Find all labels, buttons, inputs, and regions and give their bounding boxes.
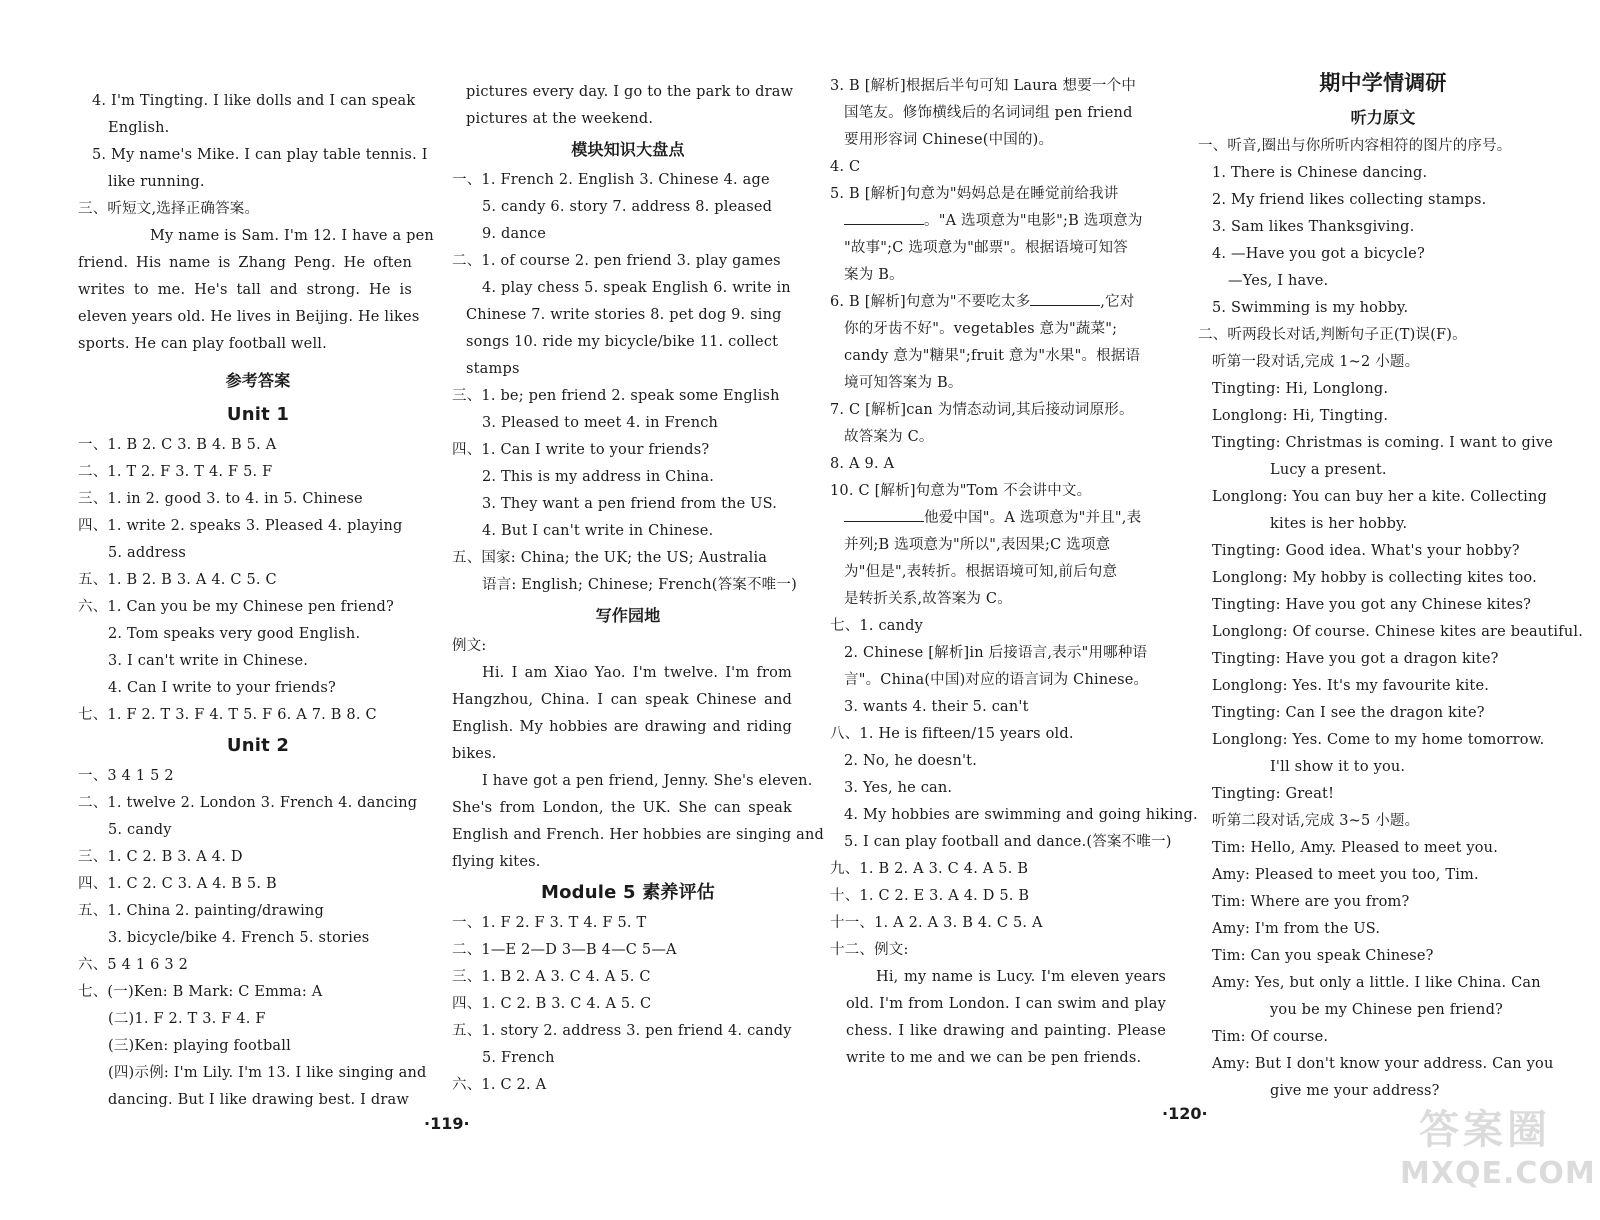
- answer-line: 一、1. B 2. C 3. B 4. B 5. A: [78, 437, 277, 453]
- text-line: 4. I'm Tingting. I like dolls and I can speak: [92, 93, 416, 109]
- answer-line: 三、1. B 2. A 3. C 4. A 5. C: [452, 969, 651, 985]
- column-1: [78, 88, 438, 1114]
- analysis-line: [830, 289, 1180, 316]
- dialog-line: Longlong: Yes. It's my favourite kite.: [1212, 678, 1490, 694]
- dialog-intro: 听第二段对话,完成 3~5 小题。: [1212, 813, 1420, 829]
- dialog-line: Tingting: Great!: [1212, 786, 1335, 802]
- answer-line: 七、1. candy: [830, 618, 924, 634]
- analysis-line: 并列;B 选项意为"所以",表因果;C 选项意: [844, 537, 1111, 553]
- answer-line: 二、1. twelve 2. London 3. French 4. dancing: [78, 795, 418, 811]
- dialog-line: Tingting: Good idea. What's your hobby?: [1212, 543, 1520, 559]
- dialog-line: Tingting: Have you got any Chinese kites?: [1212, 597, 1532, 613]
- watermark-cn: 答案圈: [1419, 1107, 1551, 1153]
- essay-line: chess. I like drawing and painting. Please: [846, 1023, 1166, 1039]
- analysis-line: 10. C [解析]句意为"Tom 不会讲中文。: [830, 483, 1092, 499]
- dialog-line: Tingting: Christmas is coming. I want to give: [1212, 435, 1554, 451]
- dialog-line: Longlong: Yes. Come to my home tomorrow.: [1212, 732, 1545, 748]
- passage: [78, 223, 434, 358]
- script-line: 5. Swimming is my hobby.: [1212, 300, 1409, 316]
- answer-line: 4. My hobbies are swimming and going hiking.: [844, 807, 1198, 823]
- dialog-1: [1198, 376, 1584, 808]
- dialog-line: Tingting: Have you got a dragon kite?: [1212, 651, 1499, 667]
- answer-line: 二、1—E 2—D 3—B 4—C 5—A: [452, 942, 677, 958]
- analysis-line: "故事";C 选项意为"邮票"。根据语境可知答: [844, 240, 1128, 256]
- analysis-line: 国笔友。修饰横线后的名词词组 pen friend: [844, 105, 1133, 121]
- column-4: [1198, 63, 1584, 1105]
- essay-line: Hi, my name is Lucy. I'm eleven years: [876, 969, 1166, 985]
- page-number-left: ·119·: [424, 1114, 470, 1133]
- analysis-line: candy 意为"糖果";fruit 意为"水果"。根据语: [844, 348, 1141, 364]
- answer-line: 语言: English; Chinese; French(答案不唯一): [482, 577, 797, 593]
- answer-line: 二、1. of course 2. pen friend 3. play games: [452, 253, 781, 269]
- answer-line: 一、3 4 1 5 2: [78, 768, 174, 784]
- text-line: 5. My name's Mike. I can play table tennis. I: [92, 147, 428, 163]
- essay-line: write to me and we can be pen friends.: [846, 1050, 1142, 1066]
- script-line: 4. —Have you got a bicycle?: [1212, 246, 1425, 262]
- analysis-line: 你的牙齿不好"。vegetables 意为"蔬菜";: [844, 321, 1118, 337]
- answer-line: 5. candy 6. story 7. address 8. pleased: [482, 199, 773, 215]
- answer-line: 9. dance: [482, 226, 547, 242]
- answer-line: 5. candy: [108, 822, 172, 838]
- dialog-2: [1198, 835, 1568, 1105]
- answer-line: 3. Yes, he can.: [844, 780, 953, 796]
- column-3: [830, 73, 1198, 1072]
- analysis-line: 8. A 9. A: [830, 456, 895, 472]
- answer-line: 2. Chinese [解析]in 后接语言,表示"用哪种语: [844, 645, 1148, 661]
- analysis-line: 要用形容词 Chinese(中国的)。: [844, 132, 1054, 148]
- dialog-line: Amy: Yes, but only a little. I like China. Can: [1212, 975, 1541, 991]
- watermark-en: MXQE.COM: [1400, 1156, 1596, 1191]
- answer-line: 3. bicycle/bike 4. French 5. stories: [108, 930, 370, 946]
- script-line: —Yes, I have.: [1228, 273, 1329, 289]
- example-label: 例文:: [452, 638, 487, 654]
- dialog-line: Tim: Of course.: [1212, 1029, 1329, 1045]
- passage-line: My name is Sam. I'm 12. I have a pen: [150, 228, 434, 244]
- answer-line: 5. address: [108, 545, 187, 561]
- answer-line: 2. This is my address in China.: [482, 469, 715, 485]
- answer-line: 四、1. C 2. C 3. A 4. B 5. B: [78, 876, 277, 892]
- answer-line: 五、国家: China; the UK; the US; Australia: [452, 550, 768, 566]
- answer-line: 十、1. C 2. E 3. A 4. D 5. B: [830, 888, 1030, 904]
- page-title: 期中学情调研: [1319, 71, 1447, 95]
- essay-line: English and French. Her hobbies are singing and: [452, 827, 824, 843]
- answer-line: 五、1. story 2. address 3. pen friend 4. candy: [452, 1023, 792, 1039]
- answer-line: 2. No, he doesn't.: [844, 753, 978, 769]
- answer-line: (三)Ken: playing football: [108, 1038, 291, 1054]
- answer-line: dancing. But I like drawing best. I draw: [108, 1092, 409, 1108]
- module5-heading: Module 5 素养评估: [540, 882, 715, 903]
- fill-blank: [1030, 291, 1100, 306]
- dialog-line: Longlong: Hi, Tingting.: [1212, 408, 1389, 424]
- analysis-line: [830, 505, 1180, 532]
- dialog-line: Amy: Pleased to meet you too, Tim.: [1212, 867, 1479, 883]
- essay-line: flying kites.: [452, 854, 541, 870]
- answer-line: 一、1. F 2. F 3. T 4. F 5. T: [452, 915, 647, 931]
- answer-line: 八、1. He is fifteen/15 years old.: [830, 726, 1074, 742]
- analysis-line: 案为 B。: [844, 267, 904, 283]
- text-line: pictures at the weekend.: [466, 111, 654, 127]
- answer-line: 三、1. be; pen friend 2. speak some English: [452, 388, 780, 404]
- essay: [452, 660, 824, 876]
- essay-line: bikes.: [452, 746, 497, 762]
- dialog-line: kites is her hobby.: [1270, 516, 1408, 532]
- section-title: 二、听两段长对话,判断句子正(T)误(F)。: [1198, 327, 1467, 343]
- answer-line: 5. French: [482, 1050, 555, 1066]
- answer-line: 十二、例文:: [830, 942, 909, 958]
- analysis-text: 6. B [解析]句意为"不要吃太多: [830, 294, 1031, 310]
- dialog-line: Tingting: Can I see the dragon kite?: [1212, 705, 1485, 721]
- passage-line: eleven years old. He lives in Beijing. He likes: [78, 309, 420, 325]
- dialog-line: you be my Chinese pen friend?: [1270, 1002, 1504, 1018]
- dialog-line: Lucy a present.: [1270, 462, 1387, 478]
- essay: [830, 964, 1166, 1072]
- answer-line: 七、(一)Ken: B Mark: C Emma: A: [78, 984, 323, 1000]
- answer-line: (四)示例: I'm Lily. I'm 13. I like singing and: [108, 1065, 427, 1081]
- script-line: 3. Sam likes Thanksgiving.: [1212, 219, 1415, 235]
- dialog-line: Longlong: You can buy her a kite. Collecting: [1212, 489, 1548, 505]
- text-line: pictures every day. I go to the park to draw: [466, 84, 794, 100]
- answer-line: 五、1. China 2. painting/drawing: [78, 903, 324, 919]
- answer-line: Chinese 7. write stories 8. pet dog 9. sing: [466, 307, 782, 323]
- analysis-text: 他爱中国"。A 选项意为"并且",表: [924, 510, 1142, 526]
- answer-line: 4. But I can't write in Chinese.: [482, 523, 714, 539]
- analysis-line: 为"但是",表转折。根据语境可知,前后句意: [844, 564, 1118, 580]
- passage-line: friend. His name is Zhang Peng. He often: [78, 255, 412, 271]
- answer-line: 3. Pleased to meet 4. in French: [482, 415, 719, 431]
- answer-line: songs 10. ride my bicycle/bike 11. collect: [466, 334, 779, 350]
- essay-line: She's from London, the UK. She can speak: [452, 800, 792, 816]
- script-line: 1. There is Chinese dancing.: [1212, 165, 1428, 181]
- dialog-intro: 听第一段对话,完成 1~2 小题。: [1212, 354, 1420, 370]
- answer-line: 六、1. Can you be my Chinese pen friend?: [78, 599, 394, 615]
- analysis-line: 故答案为 C。: [844, 429, 934, 445]
- answer-line: 六、1. C 2. A: [452, 1077, 547, 1093]
- essay-line: Hi. I am Xiao Yao. I'm twelve. I'm from: [482, 665, 792, 681]
- dialog-line: I'll show it to you.: [1270, 759, 1406, 775]
- analysis-line: [830, 208, 1180, 235]
- answer-line: 三、1. C 2. B 3. A 4. D: [78, 849, 243, 865]
- essay-line: English. My hobbies are drawing and riding: [452, 719, 792, 735]
- text-line: English.: [108, 120, 170, 136]
- watermark-logo: [1400, 1104, 1596, 1204]
- dialog-line: Tim: Where are you from?: [1212, 894, 1410, 910]
- answer-line: 三、1. in 2. good 3. to 4. in 5. Chinese: [78, 491, 363, 507]
- answer-line: 3. wants 4. their 5. can't: [844, 699, 1029, 715]
- dialog-line: Tim: Can you speak Chinese?: [1212, 948, 1434, 964]
- analysis-line: 境可知答案为 B。: [844, 375, 963, 391]
- fill-blank: [844, 507, 924, 522]
- dialog-line: Longlong: My hobby is collecting kites too.: [1212, 570, 1537, 586]
- answers-heading: 参考答案: [225, 371, 291, 390]
- answer-line: 九、1. B 2. A 3. C 4. A 5. B: [830, 861, 1029, 877]
- essay-line: I have got a pen friend, Jenny. She's eleven.: [482, 773, 813, 789]
- section-title: 三、听短文,选择正确答案。: [78, 201, 260, 217]
- answer-line: 四、1. write 2. speaks 3. Pleased 4. playing: [78, 518, 403, 534]
- unit1-heading: Unit 1: [226, 404, 290, 425]
- passage-line: sports. He can play football well.: [78, 336, 327, 352]
- dialog-line: Amy: I'm from the US.: [1212, 921, 1381, 937]
- analysis-text: 。"A 选项意为"电影";B 选项意为: [924, 213, 1143, 229]
- analysis-text: ,它对: [1100, 294, 1135, 310]
- answer-line: 2. Tom speaks very good English.: [108, 626, 361, 642]
- analysis-line: 是转折关系,故答案为 C。: [844, 591, 1012, 607]
- dialog-line: Amy: But I don't know your address. Can you: [1212, 1056, 1554, 1072]
- answer-line: stamps: [466, 361, 520, 377]
- fill-blank: [844, 210, 924, 225]
- subtitle: 听力原文: [1350, 108, 1416, 127]
- dialog-line: Tingting: Hi, Longlong.: [1212, 381, 1389, 397]
- review-heading: 模块知识大盘点: [571, 140, 685, 159]
- analysis-line: 4. C: [830, 159, 861, 175]
- section-title: 一、听音,圈出与你所听内容相符的图片的序号。: [1198, 138, 1512, 154]
- analysis-line: 3. B [解析]根据后半句可知 Laura 想要一个中: [830, 78, 1137, 94]
- page-number-right: ·120·: [1162, 1104, 1208, 1123]
- answer-line: 五、1. B 2. B 3. A 4. C 5. C: [78, 572, 277, 588]
- answer-line: 十一、1. A 2. A 3. B 4. C 5. A: [830, 915, 1043, 931]
- answer-line: 四、1. C 2. B 3. C 4. A 5. C: [452, 996, 652, 1012]
- writing-heading: 写作园地: [595, 606, 661, 625]
- answer-line: 3. They want a pen friend from the US.: [482, 496, 778, 512]
- answer-line: 3. I can't write in Chinese.: [108, 653, 309, 669]
- dialog-line: Longlong: Of course. Chinese kites are beautiful.: [1212, 624, 1584, 640]
- answer-line: 一、1. French 2. English 3. Chinese 4. age: [452, 172, 770, 188]
- answer-line: (二)1. F 2. T 3. F 4. F: [108, 1011, 266, 1027]
- essay-line: old. I'm from London. I can swim and play: [846, 996, 1166, 1012]
- dialog-line: Tim: Hello, Amy. Pleased to meet you.: [1212, 840, 1499, 856]
- answer-line: 二、1. T 2. F 3. T 4. F 5. F: [78, 464, 273, 480]
- answer-line: 四、1. Can I write to your friends?: [452, 442, 710, 458]
- column-2: [452, 79, 824, 1099]
- dialog-line: give me your address?: [1270, 1083, 1440, 1099]
- passage-line: writes to me. He's tall and strong. He is: [78, 282, 412, 298]
- answer-line: 六、5 4 1 6 3 2: [78, 957, 188, 973]
- answer-line: 5. I can play football and dance.(答案不唯一): [844, 834, 1172, 850]
- script-line: 2. My friend likes collecting stamps.: [1212, 192, 1487, 208]
- answer-line: 4. Can I write to your friends?: [108, 680, 336, 696]
- answer-line: 七、1. F 2. T 3. F 4. T 5. F 6. A 7. B 8. C: [78, 707, 377, 723]
- unit2-heading: Unit 2: [226, 735, 290, 756]
- analysis-line: 5. B [解析]句意为"妈妈总是在睡觉前给我讲: [830, 186, 1119, 202]
- analysis-line: 7. C [解析]can 为情态动词,其后接动词原形。: [830, 402, 1134, 418]
- essay-line: Hangzhou, China. I can speak Chinese and: [452, 692, 792, 708]
- text-line: like running.: [108, 174, 205, 190]
- answer-line: 4. play chess 5. speak English 6. write in: [482, 280, 791, 296]
- answer-line: 言"。China(中国)对应的语言词为 Chinese。: [844, 672, 1149, 688]
